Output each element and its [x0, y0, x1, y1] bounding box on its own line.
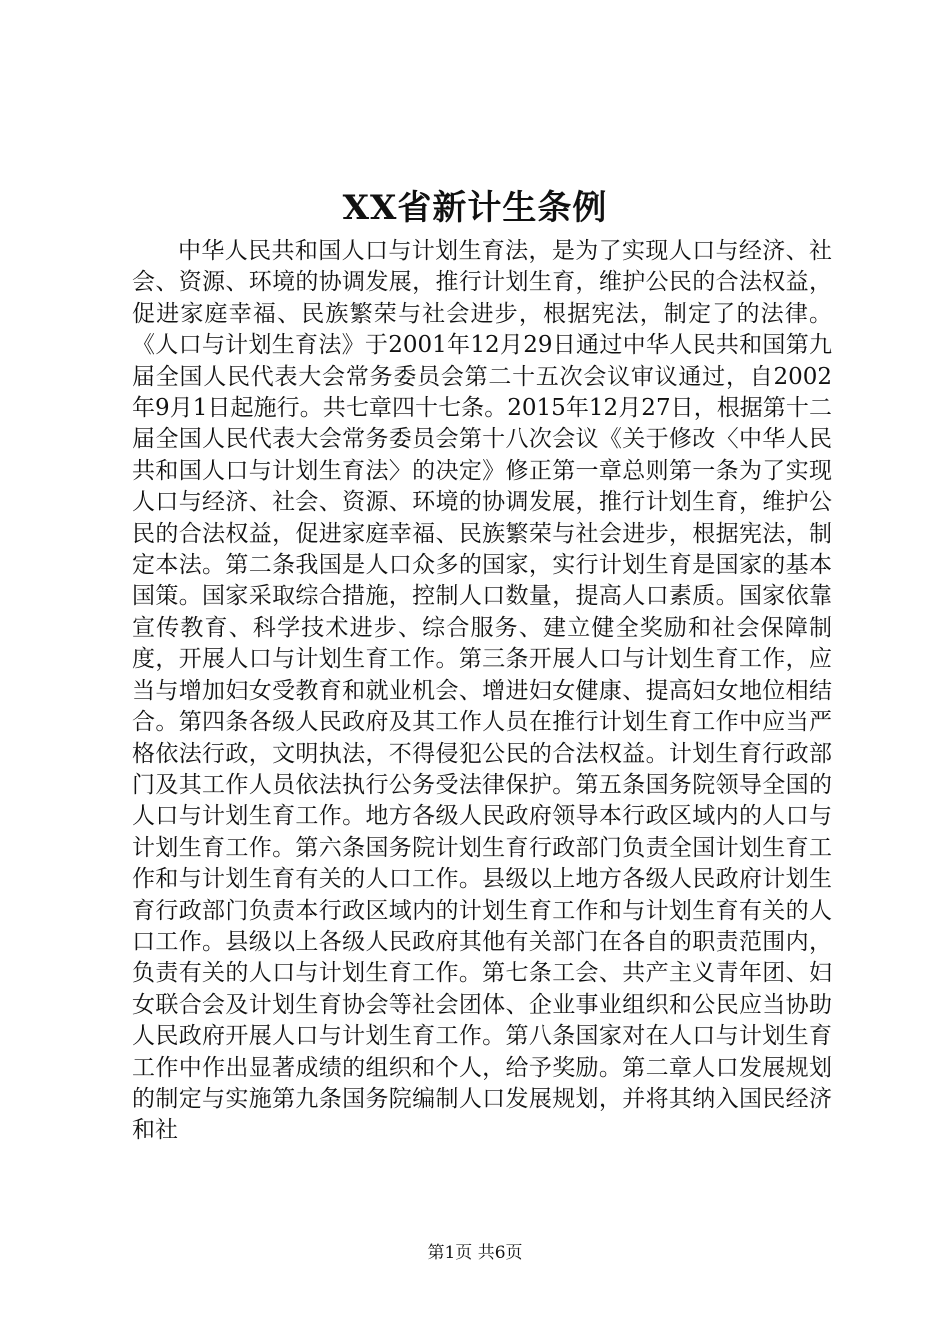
- document-body: 中华人民共和国人口与计划生育法，是为了实现人口与经济、社会、资源、环境的协调发展，推行计划生育，维护公民的合法权益，促进家庭幸福、民族繁荣与社会进步，根据宪法，制定了的法律。《人口与计划生育法》于2001年12月29日通过中华人民共和国第九届全国人民代表大会常务委员会第二十五次会议审议通过，自2002年9月1日起施行。共七章四十七条。2015年12月27日，根据第十二届全国人民代表大会常务委员会第十八次会议《关于修改〈中华人民共和国人口与计划生育法〉的决定》修正第一章总则第一条为了实现人口与经济、社会、资源、环境的协调发展，推行计划生育，维护公民的合法权益，促进家庭幸福、民族繁荣与社会进步，根据宪法，制定本法。第二条我国是人口众多的国家，实行计划生育是国家的基本国策。国家采取综合措施，控制人口数量，提高人口素质。国家依靠宣传教育、科学技术进步、综合服务、建立健全奖励和社会保障制度，开展人口与计划生育工作。第三条开展人口与计划生育工作，应当与增加妇女受教育和就业机会、增进妇女健康、提高妇女地位相结合。第四条各级人民政府及其工作人员在推行计划生育工作中应当严格依法行政，文明执法，不得侵犯公民的合法权益。计划生育行政部门及其工作人员依法执行公务受法律保护。第五条国务院领导全国的人口与计划生育工作。地方各级人民政府领导本行政区域内的人口与计划生育工作。第六条国务院计划生育行政部门负责全国计划生育工作和与计划生育有关的人口工作。县级以上地方各级人民政府计划生育行政部门负责本行政区域内的计划生育工作和与计划生育有关的人口工作。县级以上各级人民政府其他有关部门在各自的职责范围内，负责有关的人口与计划生育工作。第七条工会、共产主义青年团、妇女联合会及计划生育协会等社会团体、企业事业组织和公民应当协助人民政府开展人口与计划生育工作。第八条国家对在人口与计划生育工作中作出显著成绩的组织和个人，给予奖励。第二章人口发展规划的制定与实施第九条国务院编制人口发展规划，并将其纳入国民经济和社: [132, 238, 832, 1144]
- page-number: 第1页 共6页: [427, 1243, 523, 1263]
- document-title: XX省新计生条例: [342, 188, 608, 228]
